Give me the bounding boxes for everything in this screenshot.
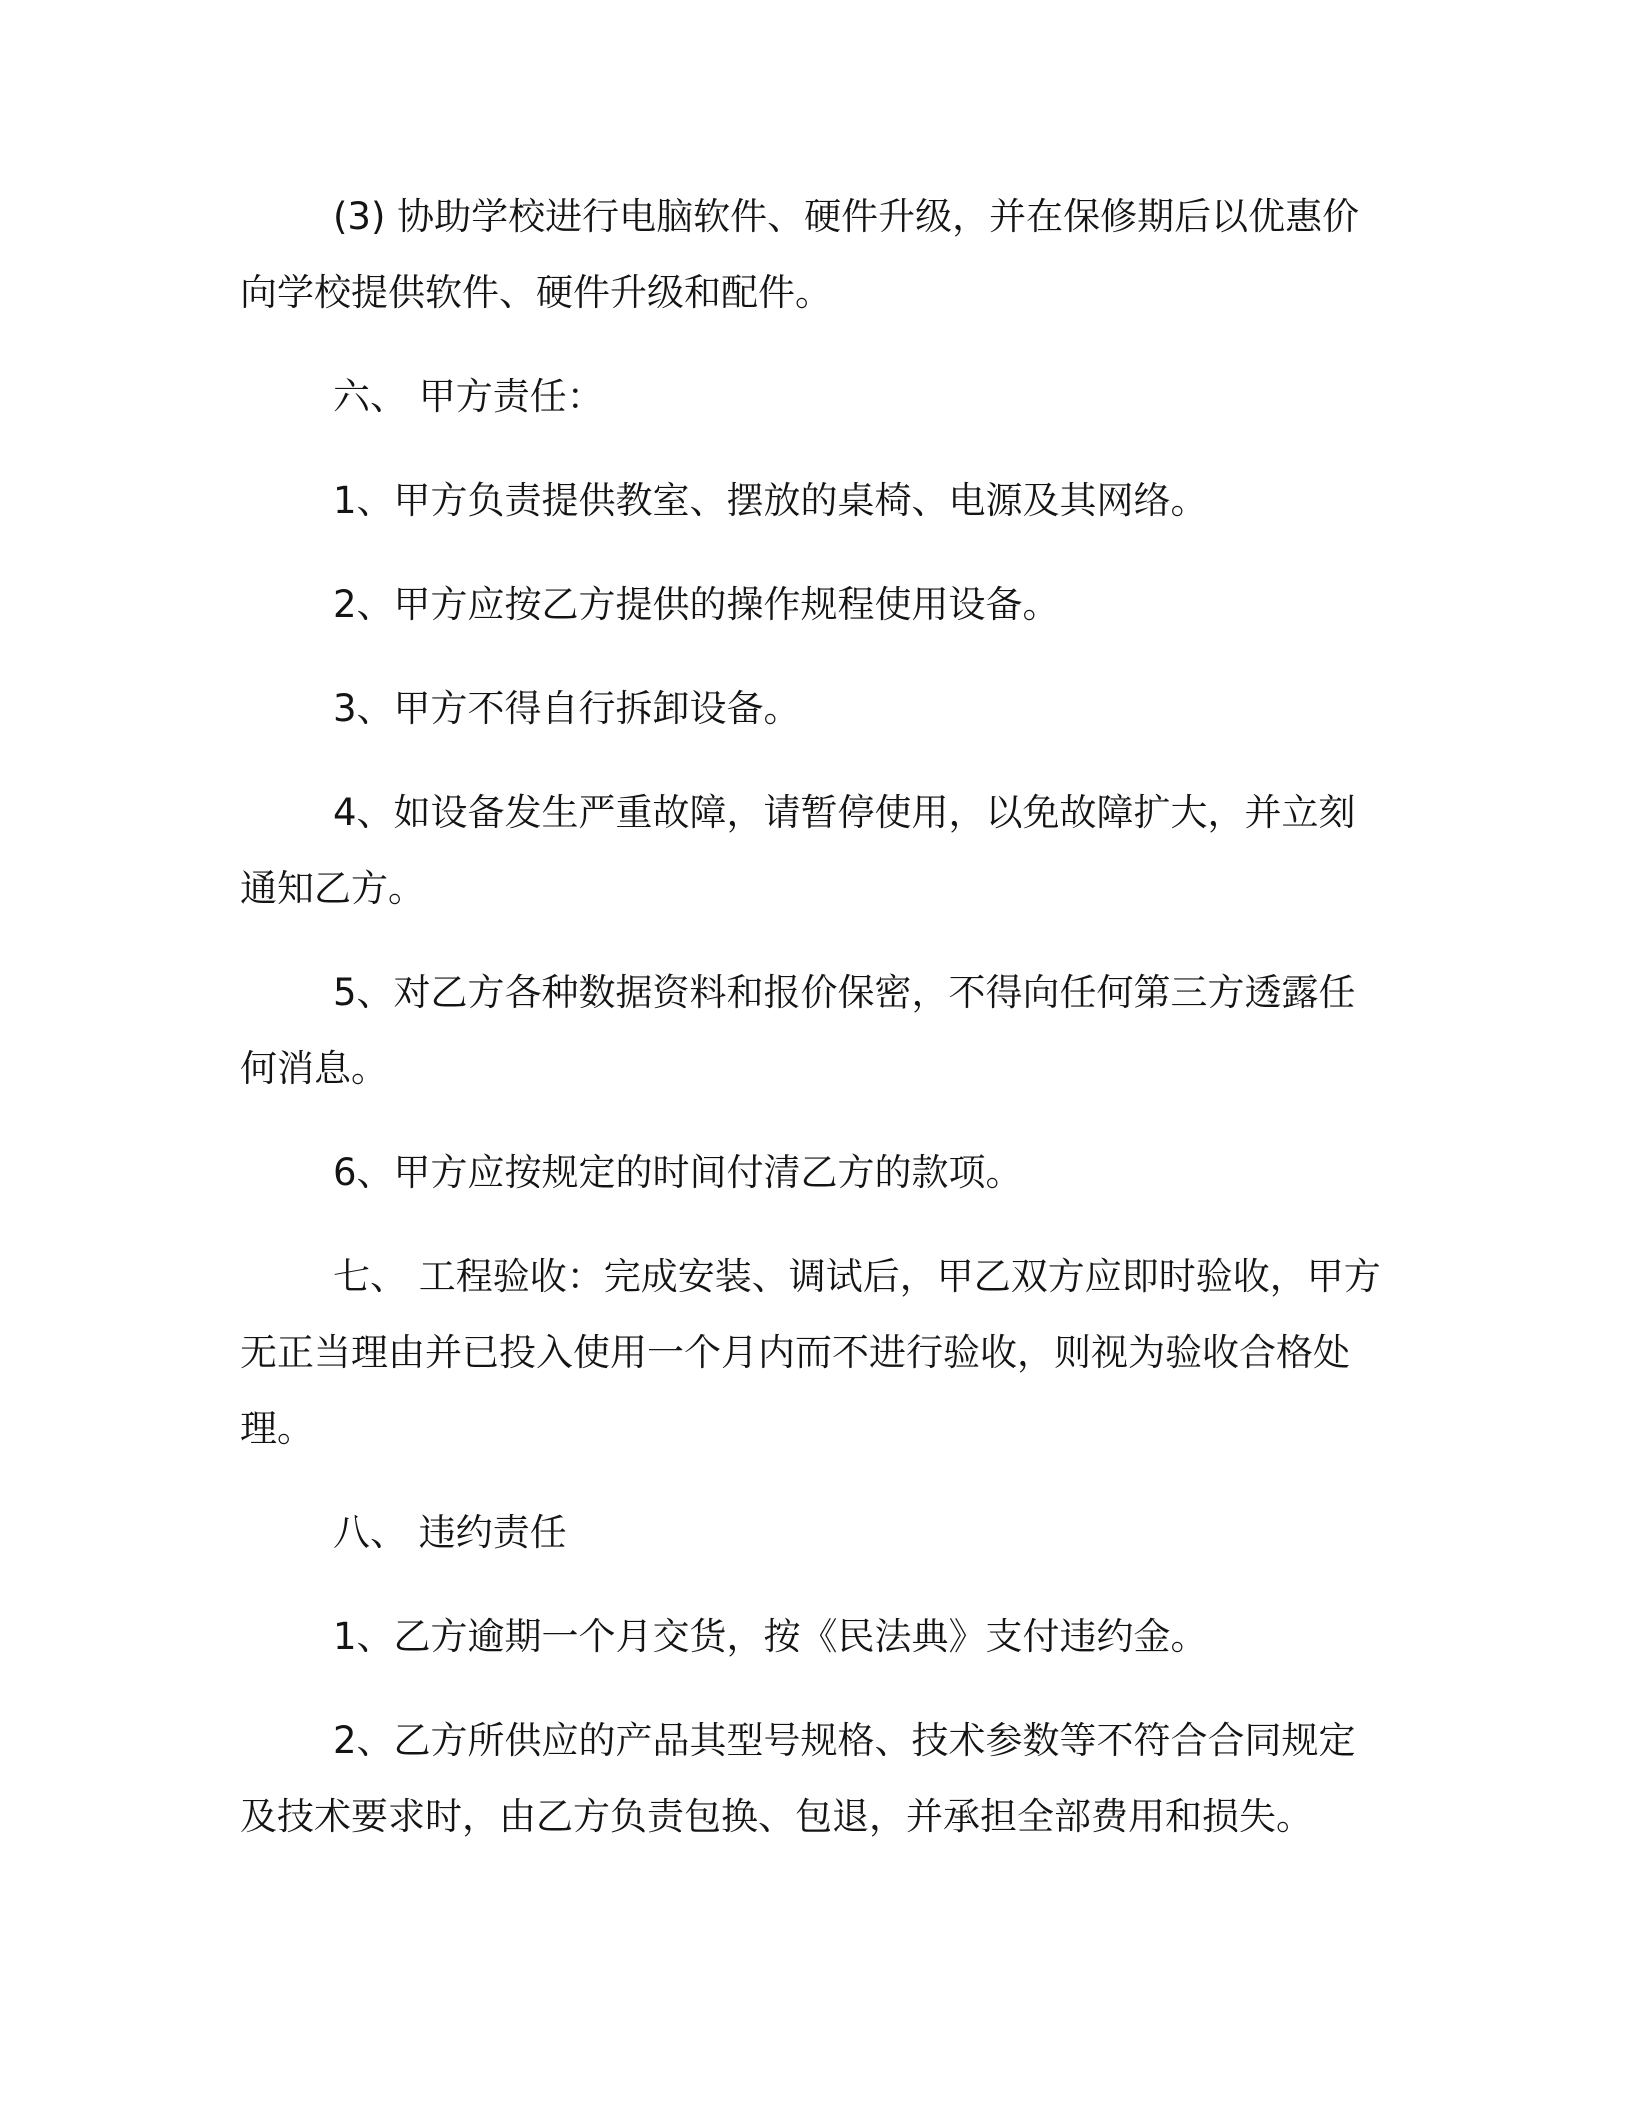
text-line: 1、乙方逾期一个月交货，按《民法典》支付违约金。: [333, 1615, 1208, 1658]
text-line: 2、甲方应按乙方提供的操作规程使用设备。: [333, 583, 1060, 626]
paragraph-breach-item-1: [240, 1599, 1392, 1675]
paragraph-party-a-item-6: [240, 1135, 1392, 1211]
text-line: 向学校提供软件、硬件升级和配件。: [240, 271, 832, 314]
document-body: [240, 179, 1392, 1855]
text-line: 通知乙方。: [240, 867, 425, 910]
text-line: 无正当理由并已投入使用一个月内而不进行验收，则视为验收合格处: [240, 1331, 1350, 1374]
text-line: 及技术要求时，由乙方负责包换、包退，并承担全部费用和损失。: [240, 1795, 1313, 1838]
paragraph-service-upgrade: [240, 179, 1392, 331]
paragraph-breach-item-2: [240, 1703, 1392, 1855]
text-line: 4、如设备发生严重故障，请暂停使用，以免故障扩大，并立刻: [333, 791, 1356, 834]
section-heading: 八、 违约责任: [333, 1511, 567, 1554]
text-line: 理。: [240, 1407, 314, 1450]
text-line: 七、 工程验收：完成安装、调试后，甲乙双方应即时验收，甲方: [333, 1255, 1381, 1298]
text-line: 1、甲方负责提供教室、摆放的桌椅、电源及其网络。: [333, 479, 1208, 522]
section-heading-breach-liability: [240, 1495, 1392, 1571]
text-line: 2、乙方所供应的产品其型号规格、技术参数等不符合合同规定: [333, 1719, 1356, 1762]
text-line: 何消息。: [240, 1047, 388, 1090]
text-line: 5、对乙方各种数据资料和报价保密，不得向任何第三方透露任: [333, 971, 1356, 1014]
section-project-acceptance: [240, 1239, 1392, 1467]
paragraph-party-a-item-1: [240, 463, 1392, 539]
text-line: 3、甲方不得自行拆卸设备。: [333, 687, 801, 730]
text-line: 6、甲方应按规定的时间付清乙方的款项。: [333, 1151, 1023, 1194]
paragraph-party-a-item-5: [240, 955, 1392, 1107]
paragraph-party-a-item-2: [240, 567, 1392, 643]
section-heading: 六、 甲方责任：: [333, 375, 604, 418]
paragraph-party-a-item-4: [240, 775, 1392, 927]
text-line: (3) 协助学校进行电脑软件、硬件升级，并在保修期后以优惠价: [333, 195, 1360, 238]
paragraph-party-a-item-3: [240, 671, 1392, 747]
section-heading-party-a-duties: [240, 359, 1392, 435]
